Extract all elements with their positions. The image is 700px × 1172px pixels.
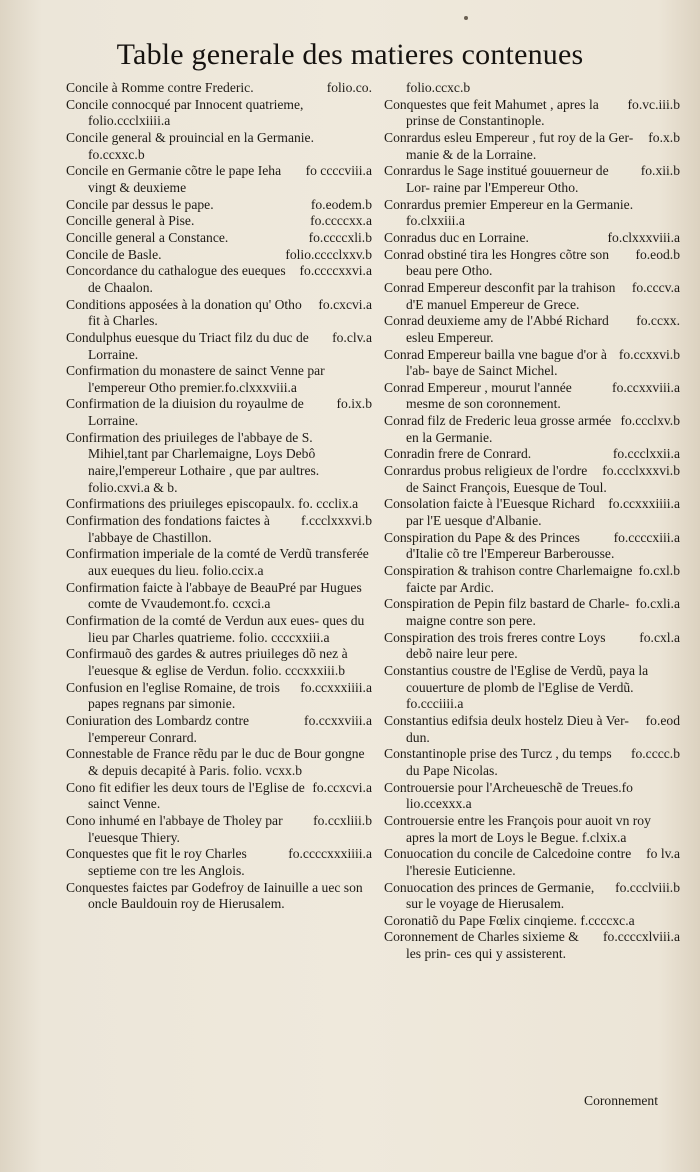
entry-text: Concille general à Pise.: [66, 213, 195, 229]
index-entry: [384, 347, 680, 380]
index-entry: [66, 213, 372, 230]
index-entry: [66, 513, 372, 546]
entry-text: Conrardus esleu Empereur , fut roy de la Ger- manie & de la Lorraine.: [384, 129, 634, 162]
index-entry: [384, 596, 680, 629]
index-entry: [384, 913, 680, 930]
entry-text: Conditions apposées à la donation qu' Otho fit à Charles.: [66, 296, 302, 329]
folio-reference: fo.cxcvi.a: [318, 296, 372, 312]
folio-reference: fo.ccxcvi.a: [312, 779, 372, 795]
index-entry: [384, 380, 680, 413]
index-entry: [384, 413, 680, 446]
index-entry: [66, 263, 372, 296]
entry-text: Confirmation du monastere de sainct Venne par l'empereur Otho premier.fo.clxxxviii.a: [66, 363, 325, 395]
index-entry: [384, 663, 680, 713]
entry-text: Constantinople prise des Turcz , du temps du Pape Nicolas.: [384, 746, 612, 778]
entry-text: Concile connocqué par Innocent quatrieme, folio.ccclxiiii.a: [66, 96, 304, 129]
entry-text: Confirmation des priuileges de l'abbaye de S. Mihiel,tant par Charlemaigne, Loys Debô naire,l'empereur Lothaire , que par aultres. folio.cxvi.a & b.: [66, 429, 320, 495]
folio-reference: fo.clxxxviii.a: [607, 229, 680, 245]
index-entry: [66, 680, 372, 713]
folio-reference: fo.eodem.b: [310, 196, 372, 212]
folio-reference: fo.ccclviii.b: [615, 879, 680, 895]
entry-text: Connestable de France rẽdu par le duc de Bour gongne & depuis decapité à Paris. folio. vcxx.b: [66, 746, 365, 778]
index-entry: [384, 230, 680, 247]
index-entry: [66, 247, 372, 264]
folio-reference: fo.ccxxviii.a: [612, 379, 680, 395]
entry-text: Conquestes que fit le roy Charles septieme con tre les Anglois.: [66, 846, 247, 878]
folio-reference: fo.eod.b: [635, 246, 680, 262]
index-entry: [66, 713, 372, 746]
entry-text: Conradus duc en Lorraine.: [384, 229, 529, 245]
folio-reference: fo.vc.iii.b: [627, 96, 680, 112]
index-entry: [66, 163, 372, 196]
index-entry: [384, 846, 680, 879]
folio-reference: fo.ccxxxiiii.a: [300, 679, 372, 695]
folio-reference: fo.cccc.b: [630, 746, 680, 762]
entry-text: Conrardus premier Empereur en la Germanie. fo.clxxiii.a: [384, 196, 634, 229]
entry-text: Conspiration de Pepin filz bastard de Charle- maigne contre son pere.: [384, 596, 630, 628]
entry-text: Conrad Empereur , mourut l'année mesme de son coronnement.: [384, 379, 572, 412]
entry-text: Conuocation des princes de Germanie, sur le voyage de Hierusalem.: [384, 879, 595, 912]
index-entry: [66, 496, 372, 513]
entry-text: Confirmation faicte à l'abbaye de BeauPré par Hugues comte de Vvaudemont.fo. ccxci.a: [66, 579, 362, 612]
entry-text: Conrad deuxieme amy de l'Abbé Richard esleu Empereur.: [384, 313, 609, 345]
index-entry: [384, 463, 680, 496]
index-entry: [66, 646, 372, 679]
index-entry: [384, 280, 680, 313]
index-entry: [66, 780, 372, 813]
folio-reference: fo.ccccxli.b: [308, 229, 372, 245]
folio-reference: fo.cxl.b: [638, 563, 680, 579]
entry-text: Consolation faicte à l'Euesque Richard par l'E uesque d'Albanie.: [384, 496, 595, 529]
index-entry: [384, 813, 680, 846]
index-entry: [384, 880, 680, 913]
folio-reference: fo.eod: [645, 712, 680, 728]
entry-text: folio.ccxc.b: [406, 80, 471, 95]
page-title: Table generale des matieres contenues: [116, 38, 584, 71]
index-entry: [384, 130, 680, 163]
folio-reference: fo.ccxx.: [636, 313, 680, 329]
index-entry: [66, 330, 372, 363]
folio-reference: fo.ccccxiii.a: [613, 529, 680, 545]
index-entry: [66, 880, 372, 913]
index-entry: [66, 430, 372, 497]
index-entry: [384, 197, 680, 230]
index-entry: [66, 813, 372, 846]
folio-reference: fo.ccxxviii.a: [304, 712, 372, 728]
entry-text: Conradin frere de Conrard.: [384, 446, 532, 462]
index-entry: [66, 297, 372, 330]
folio-reference: folio.co.: [326, 80, 372, 95]
entry-text: Concordance du cathalogue des eueques de Chaalon.: [66, 263, 286, 295]
entry-text: Condulphus euesque du Triact filz du duc de Lorraine.: [66, 329, 309, 362]
index-entry: [384, 446, 680, 463]
entry-text: Constantius coustre de l'Eglise de Verdũ, paya la couuerture de plomb de l'Eglise de Verdũ. fo.ccciiii.a: [384, 662, 649, 712]
folio-reference: fo ccccviii.a: [305, 163, 372, 179]
entry-text: Concile à Romme contre Frederic.: [66, 80, 254, 95]
index-entry: [66, 613, 372, 646]
entry-text: Confirmation imperiale de la comté de Verdũ transferée aux eueques du lieu. folio.ccix.a: [66, 546, 369, 579]
entry-text: Confirmauõ des gardes & autres priuileges dõ nez à l'euesque & eglise de Verdun. folio. cccxxxiii.b: [66, 646, 348, 678]
entry-text: Confirmations des priuileges episcopaulx. fo. ccclix.a: [66, 496, 359, 512]
folio-reference: fo.xii.b: [640, 163, 680, 179]
folio-reference: fo.ccccxxxiiii.a: [288, 846, 372, 862]
index-entry: [66, 396, 372, 429]
entry-text: Conuocation du concile de Calcedoine contre l'heresie Euticienne.: [384, 846, 632, 878]
folio-reference: fo.cxli.a: [635, 596, 680, 612]
folio-reference: fo.cccv.a: [631, 279, 680, 295]
entry-text: Concile general & prouincial en la Germanie. fo.ccxxc.b: [66, 129, 314, 162]
entry-text: Confirmation de la comté de Verdun aux eues- ques du lieu par Charles quatrieme. folio. ccccxxiii.a: [66, 613, 365, 645]
entry-text: Concille general a Constance.: [66, 229, 229, 245]
entry-text: Confusion en l'eglise Romaine, de trois papes regnans par simonie.: [66, 679, 280, 712]
folio-reference: f.ccclxxxvi.b: [301, 513, 372, 529]
entry-text: Coronnement de Charles sixieme & les prin- ces qui y assisterent.: [384, 929, 579, 962]
folio-reference: fo.cxl.a: [639, 629, 680, 645]
index-entry: [384, 630, 680, 663]
entry-text: Conspiration du Pape & des Princes d'Italie cõ tre l'Empereur Barberousse.: [384, 529, 615, 562]
entry-text: Concile de Basle.: [66, 246, 162, 262]
index-entry: [384, 713, 680, 746]
entry-text: Conquestes faictes par Godefroy de Iainuille a uec son oncle Bauldouin roy de Hierusalem.: [66, 879, 363, 912]
index-entry: [384, 530, 680, 563]
folio-reference: fo.ccclxxxvi.b: [602, 463, 680, 479]
index-column-right: [384, 80, 680, 1110]
index-entry: [66, 363, 372, 396]
index-entry: [66, 97, 372, 130]
index-entry: [384, 97, 680, 130]
index-entry: [66, 580, 372, 613]
entry-text: Coniuration des Lombardz contre l'empereur Conrard.: [66, 712, 250, 745]
index-entry: [66, 746, 372, 779]
index-entry: [66, 230, 372, 247]
folio-reference: folio.cccclxxv.b: [285, 246, 372, 262]
entry-text: Conrardus probus religieux de l'ordre de Sainct François, Euesque de Toul.: [384, 463, 607, 495]
catchword: Coronnement: [584, 1093, 658, 1109]
index-entry: [66, 846, 372, 879]
entry-text: Cono fit edifier les deux tours de l'Eglise de sainct Venne.: [66, 779, 305, 812]
entry-text: Conquestes que feit Mahumet , apres la prinse de Constantinople.: [384, 96, 599, 129]
entry-text: Conrad filz de Frederic leua grosse armée en la Germanie.: [384, 413, 612, 445]
folio-reference: fo.ccccxxvi.a: [299, 263, 372, 279]
index-column-left: [66, 80, 372, 913]
entry-text: Cono inhumé en l'abbaye de Tholey par l'euesque Thiery.: [66, 812, 283, 845]
index-entry: [384, 496, 680, 529]
folio-reference: fo.ccccxx.a: [310, 213, 372, 229]
index-entry: [384, 563, 680, 596]
index-entry: [384, 929, 680, 962]
entry-text: Constantius edifsia deulx hostelz Dieu à Ver- dun.: [384, 712, 629, 745]
index-entry: [384, 746, 680, 779]
folio-reference: fo.ccxxvi.b: [618, 346, 680, 362]
index-entry: [66, 197, 372, 214]
entry-text: Conrad Empereur desconfit par la trahison d'E manuel Empereur de Grece.: [384, 279, 616, 312]
index-entry: [66, 546, 372, 579]
entry-text: Concile par dessus le pape.: [66, 196, 214, 212]
entry-text: Conspiration des trois freres contre Loys debõ naire leur pere.: [384, 629, 606, 662]
entry-text: Conspiration & trahison contre Charlemaigne faicte par Ardic.: [384, 563, 633, 595]
folio-reference: fo.ccxliii.b: [313, 812, 372, 828]
entry-text: Concile en Germanie cõtre le pape Ieha vingt & deuxieme: [66, 163, 282, 195]
index-entry: [384, 163, 680, 196]
entry-text: Confirmation de la diuision du royaulme de Lorraine.: [66, 396, 304, 429]
folio-reference: fo.ccclxv.b: [620, 413, 680, 429]
folio-reference: fo.ccclxxii.a: [612, 446, 680, 462]
folio-reference: fo lv.a: [646, 846, 680, 862]
folio-reference: fo.ccxxxiiii.a: [608, 496, 680, 512]
entry-text: Conrad obstiné tira les Hongres cõtre son beau pere Otho.: [384, 246, 610, 279]
entry-text: Conrad Empereur bailla vne bague d'or à l'ab- baye de Sainct Michel.: [384, 346, 607, 379]
entry-text: Controuersie entre les François pour auoit vn roy apres la mort de Loys le Begue. f.clxix.a: [384, 812, 651, 845]
folio-reference: fo.ccccxlviii.a: [603, 929, 680, 945]
index-entry: [384, 80, 680, 97]
index-entry: [384, 780, 680, 813]
entry-text: Conrardus le Sage institué gouuerneur de Lor- raine par l'Empereur Otho.: [384, 163, 609, 195]
folio-reference: fo.clv.a: [332, 329, 372, 345]
entry-text: Coronatiõ du Pape Fœlix cinqieme. f.ccccxc.a: [384, 912, 635, 928]
folio-reference: fo.x.b: [648, 129, 680, 145]
entry-text: Confirmation des fondations faictes à l'abbaye de Chastillon.: [66, 513, 270, 545]
index-entry: [66, 130, 372, 163]
folio-reference: fo.ix.b: [336, 396, 372, 412]
index-entry: [384, 247, 680, 280]
entry-text: Controuersie pour l'Archeueschẽ de Treues.fo lio.ccexxx.a: [384, 779, 633, 812]
index-entry: [66, 80, 372, 97]
index-entry: [384, 313, 680, 346]
printer-mark: [464, 16, 468, 20]
